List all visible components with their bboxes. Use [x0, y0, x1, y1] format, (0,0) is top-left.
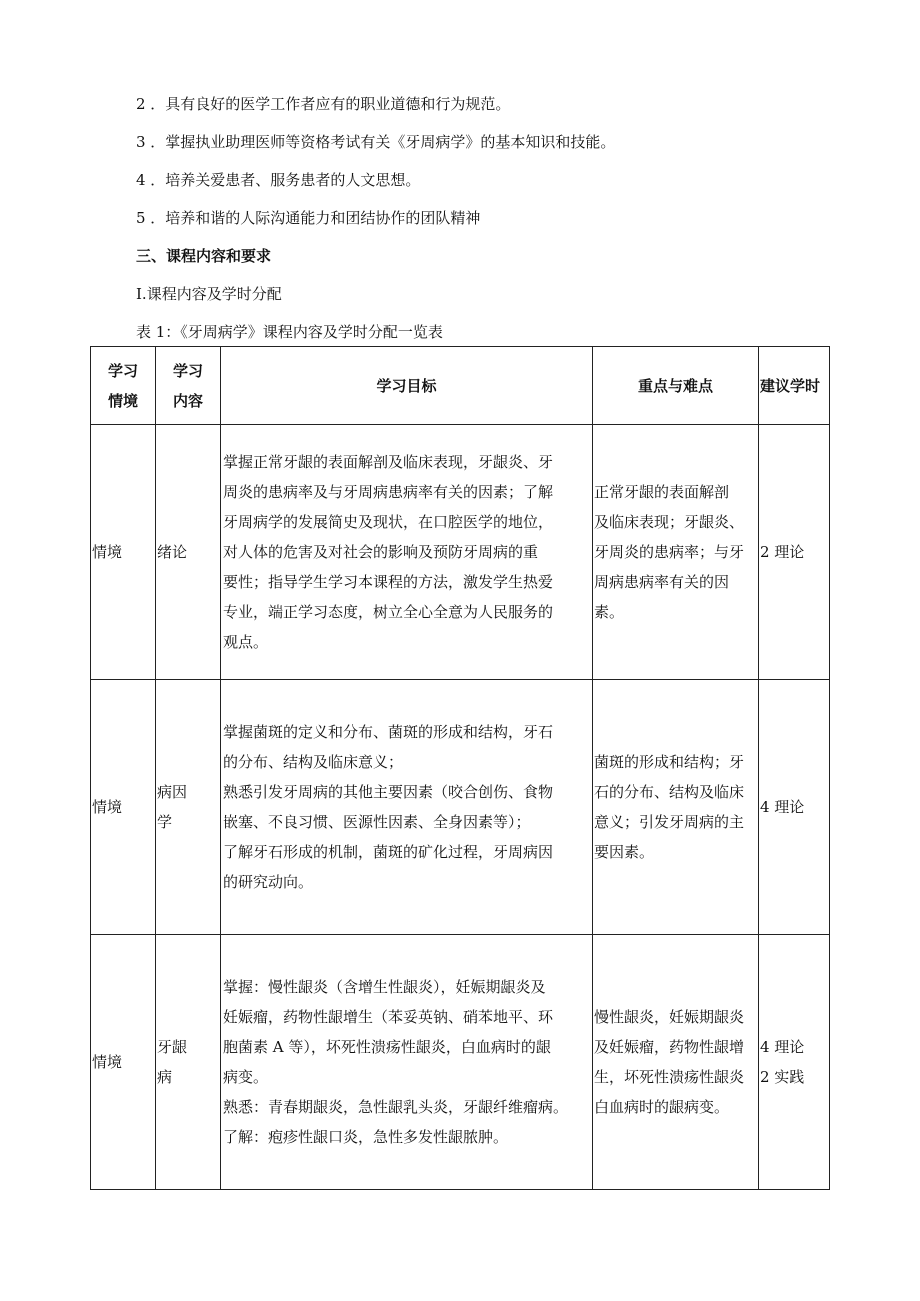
goal-line: 掌握正常牙龈的表面解剖及临床表现，牙龈炎、牙 [223, 453, 554, 471]
key-line: 及临床表现；牙龈炎、 [594, 513, 745, 531]
goal-line: 了解牙石形成的机制，菌斑的矿化过程，牙周病因 [223, 843, 554, 861]
goal-line: 掌握菌斑的定义和分布、菌斑的形成和结构，牙石 [223, 723, 554, 741]
goal-line: 要性；指导学生学习本课程的方法，激发学生热爱 [223, 573, 554, 591]
key-line: 牙周炎的患病率；与牙 [594, 543, 745, 561]
goal-line: 掌握：慢性龈炎（含增生性龈炎），妊娠期龈炎及 [223, 978, 546, 996]
goal-line: 嵌塞、不良习惯、医源性因素、全身因素等）； [223, 813, 531, 831]
header-situation [91, 347, 156, 425]
cell-content [156, 680, 221, 935]
cell-hours [759, 425, 830, 680]
header-hours: 建议学时 [759, 347, 830, 425]
header-situation-line: 学习 [107, 361, 138, 380]
content-line: 病因 [157, 783, 188, 801]
content-line: 病 [157, 1068, 173, 1086]
cell-content [156, 935, 221, 1190]
table-row [91, 935, 830, 1190]
subsection-heading: I.课程内容及学时分配 [136, 285, 282, 303]
header-goal: 学习目标 [221, 347, 593, 425]
cell-goal [221, 680, 593, 935]
key-line: 白血病时的龈病变。 [594, 1098, 730, 1116]
goal-line: 病变。 [223, 1068, 269, 1086]
content-line: 牙龈 [157, 1038, 188, 1056]
header-content-line: 学习 [172, 361, 203, 380]
course-content-table [90, 346, 830, 1190]
table-header-row [91, 347, 830, 425]
header-content-line: 内容 [172, 391, 203, 410]
cell-situation: 情境 [91, 425, 156, 680]
hours-line: 4 理论 [760, 1038, 805, 1056]
content-line: 学 [157, 813, 173, 831]
key-line: 慢性龈炎，妊娠期龈炎 [594, 1008, 745, 1026]
objective-line-5: 5 ．培养和谐的人际沟通能力和团结协作的团队精神 [136, 209, 481, 227]
goal-line: 熟悉：青春期龈炎，急性龈乳头炎，牙龈纤维瘤病。 [223, 1098, 569, 1116]
header-content [156, 347, 221, 425]
key-line: 菌斑的形成和结构；牙 [594, 753, 745, 771]
goal-line: 周炎的患病率及与牙周病患病率有关的因素；了解 [223, 483, 554, 501]
objective-line-3: 3 ．掌握执业助理医师等资格考试有关《牙周病学》的基本知识和技能。 [136, 133, 616, 151]
section-heading: 三、课程内容和要求 [136, 247, 272, 265]
goal-line: 的分布、结构及临床意义； [223, 753, 404, 771]
goal-line: 熟悉引发牙周病的其他主要因素（咬合创伤、食物 [223, 783, 554, 801]
cell-content [156, 425, 221, 680]
hours-line: 4 理论 [760, 798, 805, 816]
goal-line: 对人体的危害及对社会的影响及预防牙周病的重 [223, 543, 539, 561]
objective-line-2: 2 ．具有良好的医学工作者应有的职业道德和行为规范。 [136, 95, 511, 113]
goal-line: 观点。 [223, 633, 269, 651]
header-situation-line: 情境 [107, 391, 138, 410]
key-line: 意义；引发牙周病的主 [594, 813, 745, 831]
key-line: 及妊娠瘤，药物性龈增 [594, 1038, 745, 1056]
cell-goal [221, 935, 593, 1190]
cell-hours [759, 935, 830, 1190]
cell-key [593, 935, 759, 1190]
cell-hours [759, 680, 830, 935]
goal-line: 的研究动向。 [223, 873, 314, 891]
key-line: 要因素。 [594, 843, 655, 861]
content-line: 绪论 [157, 543, 188, 561]
goal-line: 胞菌素 A 等），坏死性溃疡性龈炎，白血病时的龈 [223, 1038, 551, 1056]
hours-line: 2 理论 [760, 543, 805, 561]
cell-situation: 情境 [91, 935, 156, 1190]
key-line: 素。 [594, 603, 625, 621]
header-key: 重点与难点 [593, 347, 759, 425]
objective-line-4: 4 ．培养关爱患者、服务患者的人文思想。 [136, 171, 421, 189]
goal-line: 牙周病学的发展简史及现状，在口腔医学的地位， [223, 513, 554, 531]
cell-goal [221, 425, 593, 680]
cell-situation: 情境 [91, 680, 156, 935]
goal-line: 专业，端正学习态度，树立全心全意为人民服务的 [223, 603, 554, 621]
key-line: 正常牙龈的表面解剖 [594, 483, 730, 501]
cell-key [593, 680, 759, 935]
cell-key [593, 425, 759, 680]
key-line: 石的分布、结构及临床 [594, 783, 745, 801]
table-row [91, 425, 830, 680]
hours-line: 2 实践 [760, 1068, 805, 1086]
goal-line: 妊娠瘤，药物性龈增生（苯妥英钠、硝苯地平、环 [223, 1008, 554, 1026]
goal-line: 了解：疱疹性龈口炎，急性多发性龈脓肿。 [223, 1128, 509, 1146]
table-row [91, 680, 830, 935]
key-line: 生，坏死性溃疡性龈炎 [594, 1068, 745, 1086]
key-line: 周病患病率有关的因 [594, 573, 730, 591]
table-caption: 表 1：《牙周病学》课程内容及学时分配一览表 [136, 323, 443, 341]
